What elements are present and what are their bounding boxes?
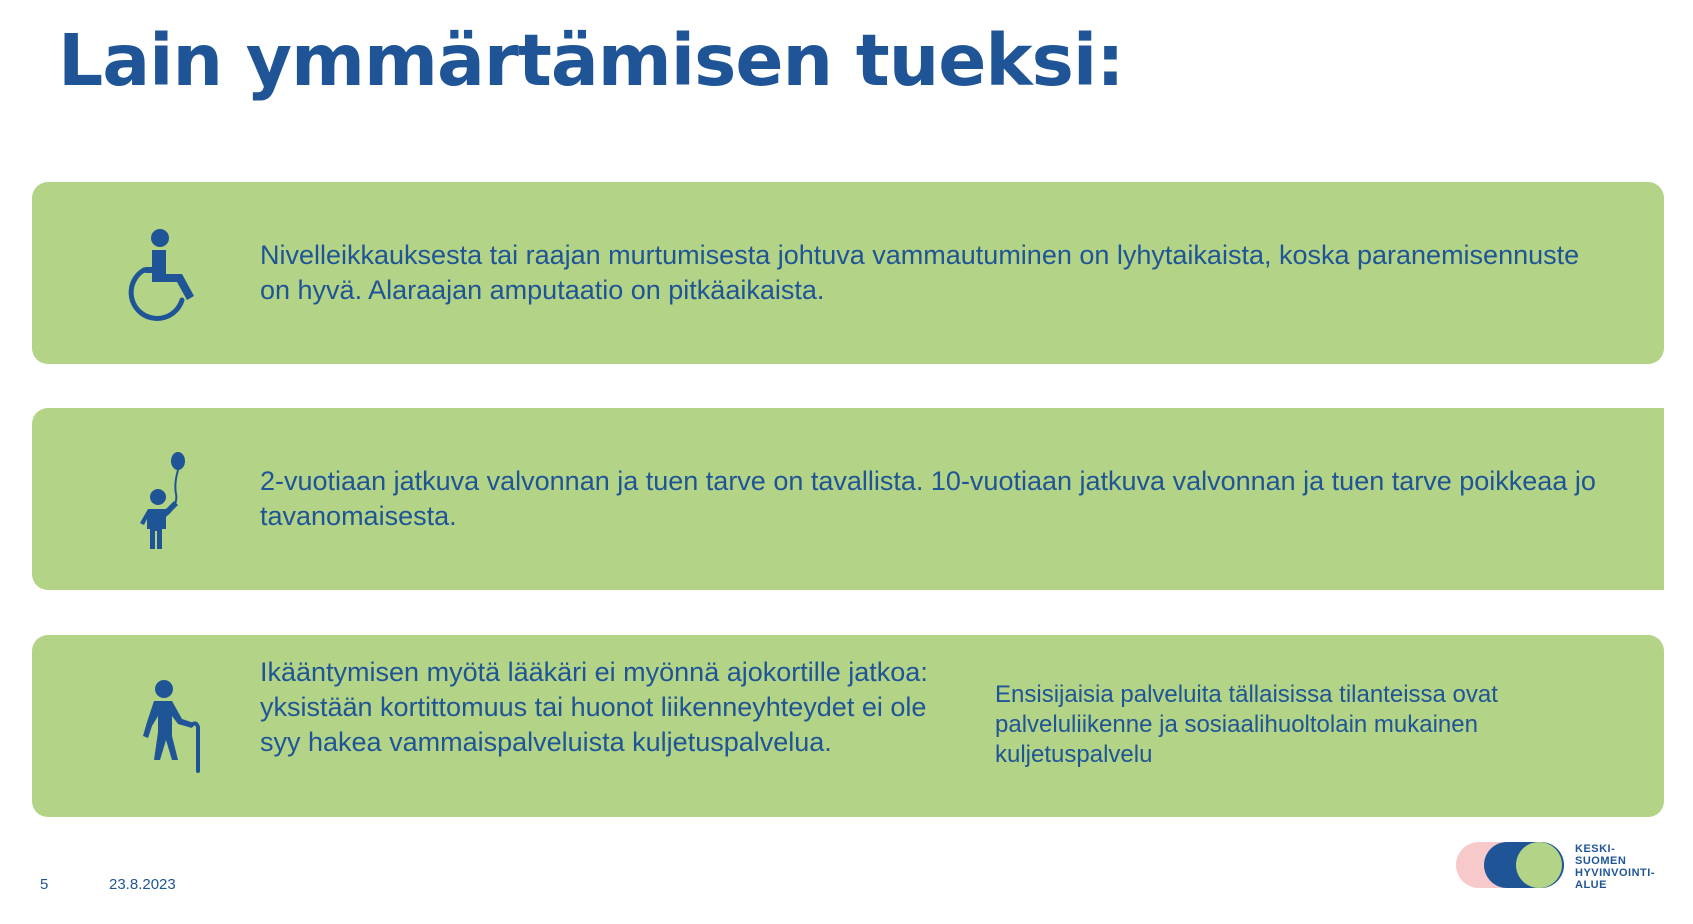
info-card-child-supervision [32,408,1664,590]
card-text: 2-vuotiaan jatkuva valvonnan ja tuen tarve on tavallista. 10-vuotiaan jatkuva valvonnan ja tuen tarve poikkeaa jo tavanomaisesta. [260,466,1596,531]
child-with-balloon-icon [122,444,218,554]
date: 23.8.2023 [109,876,176,893]
card-text: Ikääntymisen myötä lääkäri ei myönnä ajokortille jatkoa: yksistään kortittomuus tai huonot liikenneyhteydet ei ole syy hakea vammaispalveluista kuljetuspalvelua. [260,657,928,757]
info-card-aging-transport [32,635,1664,817]
logo-line: SUOMEN [1575,855,1627,867]
page-title: Lain ymmärtämisen tueksi: [58,19,1124,102]
wheelchair-icon [122,226,218,322]
logo-line: KESKI- [1575,843,1616,855]
elderly-with-cane-icon [122,679,218,775]
logo-line: HYVINVOINTI- [1575,867,1655,879]
card-text: Nivelleikkauksesta tai raajan murtumisesta johtuva vammautuminen on lyhytaikaista, koska paranemisennuste on hyvä. Alaraajan amputaatio on pitkäaikaista. [260,240,1580,305]
page-number: 5 [40,876,49,893]
card-side-text: Ensisijaisia palveluita tällaisissa tilanteissa ovat palveluliikenne ja sosiaalihuoltolain mukainen kuljetuspalvelu [995,681,1498,768]
logo-line: ALUE [1575,879,1607,891]
info-card-short-term-disability [32,182,1664,364]
organization-logo-text [1575,843,1655,891]
